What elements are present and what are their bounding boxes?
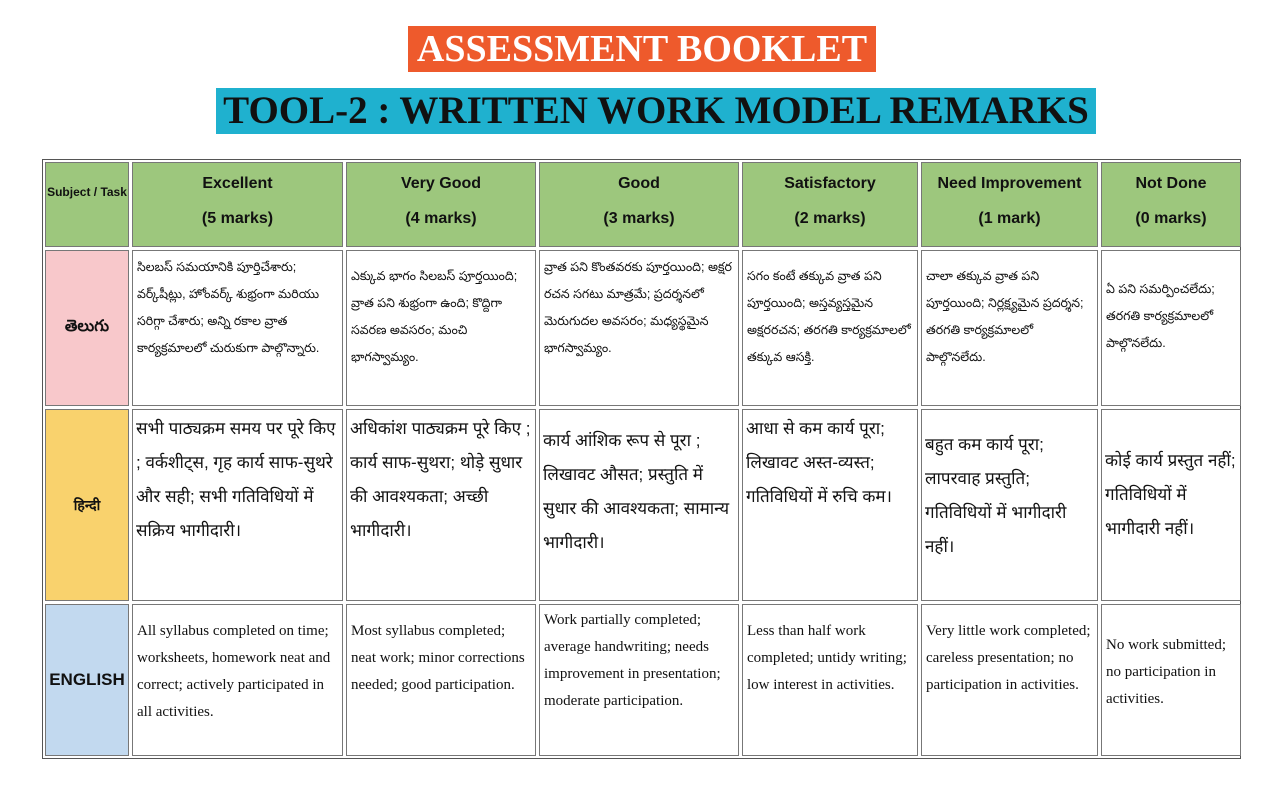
remark-cell: आधा से कम कार्य पूरा; लिखावट अस्त-व्यस्त; गतिविधियों में रुचि कम। [742, 409, 918, 601]
remark-cell: कोई कार्य प्रस्तुत नहीं; गतिविधियों में भागीदारी नहीं। [1101, 409, 1241, 601]
column-header-very-good [346, 162, 536, 247]
remark-cell: ఎక్కువ భాగం సిలబస్ పూర్తయింది; వ్రాత పని శుభ్రంగా ఉంది; కొద్దిగా సవరణ అవసరం; మంచి భాగస్వామ్యం. [346, 250, 536, 407]
remark-cell: చాలా తక్కువ వ్రాత పని పూర్తయింది; నిర్లక్ష్యమైన ప్రదర్శన; తరగతి కార్యక్రమాలలో పాల్గొనలేదు. [921, 250, 1098, 407]
column-marks: (5 marks) [201, 210, 274, 227]
remark-cell: No work submitted; no participation in activities. [1101, 604, 1241, 756]
column-header-not-done [1101, 162, 1241, 247]
column-header-need-improvement [921, 162, 1098, 247]
column-header-excellent [132, 162, 343, 247]
subject-label-english: ENGLISH [45, 604, 129, 756]
remark-cell: ఏ పని సమర్పించలేదు; తరగతి కార్యక్రమాలలో పాల్గొనలేదు. [1101, 250, 1241, 407]
remark-cell: Most syllabus completed; neat work; minor corrections needed; good participation. [346, 604, 536, 756]
column-label: Need Improvement [937, 175, 1082, 192]
column-header-good [539, 162, 739, 247]
remark-cell: Very little work completed; careless presentation; no participation in activities. [921, 604, 1098, 756]
column-header-satisfactory [742, 162, 918, 247]
remark-cell: Less than half work completed; untidy writing; low interest in activities. [742, 604, 918, 756]
booklet-title: ASSESSMENT BOOKLET [408, 26, 876, 72]
column-label: Satisfactory [784, 175, 876, 192]
remark-cell: సిలబస్ సమయానికి పూర్తిచేశారు; వర్క్‌షీట్లు, హోంవర్క్ శుభ్రంగా మరియు సరిగ్గా చేశారు; అన్ని రకాల వ్రాత కార్యక్రమాలలో చురుకుగా పాల్గొన్నారు. [132, 250, 343, 407]
column-label: Very Good [400, 175, 482, 192]
column-marks: (2 marks) [794, 210, 866, 227]
remark-cell: సగం కంటే తక్కువ వ్రాత పని పూర్తయింది; అస్తవ్యస్తమైన అక్షరరచన; తరగతి కార్యక్రమాలలో తక్కువ ఆసక్తి. [742, 250, 918, 407]
remark-cell: सभी पाठ्यक्रम समय पर पूरे किए ; वर्कशीट्स, गृह कार्य साफ-सुथरे और सही; सभी गतिविधियों में सक्रिय भागीदारी। [132, 409, 343, 601]
table-row-hindi [45, 409, 1241, 601]
subject-task-label: Subject / Task [47, 185, 127, 199]
subject-task-header [45, 162, 129, 247]
column-marks: (3 marks) [603, 210, 675, 227]
remark-cell: बहुत कम कार्य पूरा; लापरवाह प्रस्तुति; गतिविधियों में भागीदारी नहीं। [921, 409, 1098, 601]
remarks-table [42, 159, 1244, 759]
column-label: Excellent [202, 175, 273, 192]
column-marks: (0 marks) [1135, 210, 1207, 227]
table-row-english [45, 604, 1241, 756]
column-label: Not Done [1135, 175, 1207, 192]
remark-cell: कार्य आंशिक रूप से पूरा ; लिखावट औसत; प्रस्तुति में सुधार की आवश्यकता; सामान्य भागीदारी। [539, 409, 739, 601]
remark-cell: अधिकांश पाठ्यक्रम पूरे किए ; कार्य साफ-सुथरा; थोड़े सुधार की आवश्यकता; अच्छी भागीदारी। [346, 409, 536, 601]
subject-label-hindi: हिन्दी [45, 409, 129, 601]
column-marks: (1 mark) [978, 210, 1041, 227]
table-header-row [45, 162, 1241, 247]
remark-cell: Work partially completed; average handwriting; needs improvement in presentation; moderate participation. [539, 604, 739, 756]
remark-cell: All syllabus completed on time; worksheets, homework neat and correct; actively participated in all activities. [132, 604, 343, 756]
column-label: Good [618, 175, 660, 192]
table-row-telugu [45, 250, 1241, 407]
subject-label-telugu: తెలుగు [45, 250, 129, 407]
tool-subtitle: TOOL-2 : WRITTEN WORK MODEL REMARKS [216, 88, 1096, 134]
column-marks: (4 marks) [405, 210, 477, 227]
remark-cell: వ్రాత పని కొంతవరకు పూర్తయింది; అక్షర రచన సగటు మాత్రమే; ప్రదర్శనలో మెరుగుదల అవసరం; మధ్యస్థమైన భాగస్వామ్యం. [539, 250, 739, 407]
